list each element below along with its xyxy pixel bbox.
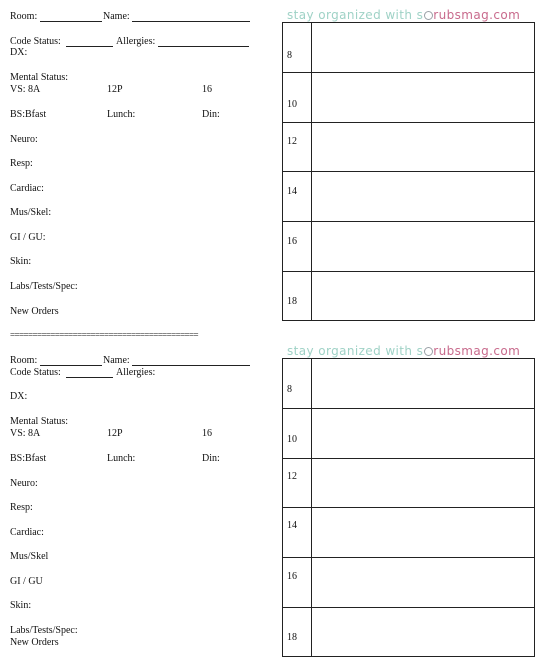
code-status-field[interactable]	[66, 377, 113, 378]
vs-16-label: 16	[202, 84, 212, 95]
code-status-label: Code Status:	[10, 367, 61, 378]
hour-label: 8	[287, 384, 292, 395]
hour-label: 16	[287, 571, 297, 582]
code-status-field[interactable]	[66, 46, 113, 47]
hour-label: 16	[287, 236, 297, 247]
hour-label: 12	[287, 471, 297, 482]
circle-logo-icon	[424, 11, 433, 20]
hour-label: 10	[287, 434, 297, 445]
grid-row-line	[283, 221, 534, 222]
brand-text	[287, 345, 520, 358]
hour-label: 14	[287, 520, 297, 531]
brand-text-green: stay organized with s	[287, 344, 424, 358]
name-label: Name:	[103, 11, 130, 22]
hour-label: 12	[287, 136, 297, 147]
hour-label: 10	[287, 99, 297, 110]
dx-label: DX:	[10, 391, 28, 402]
neuro-label: Neuro:	[10, 478, 38, 489]
din-label: Din:	[202, 109, 220, 120]
section-separator: ==========================================	[10, 330, 198, 340]
grid-row-line	[283, 72, 534, 73]
lunch-label: Lunch:	[107, 109, 136, 120]
grid-row-line	[283, 458, 534, 459]
vs-16-label: 16	[202, 428, 212, 439]
hourly-grid	[282, 22, 535, 321]
din-label: Din:	[202, 453, 220, 464]
brand-text-pink: rubsmag.com	[433, 344, 521, 358]
room-field[interactable]	[40, 21, 102, 22]
lunch-label: Lunch:	[107, 453, 136, 464]
room-field[interactable]	[40, 365, 102, 366]
vs-12p-label: 12P	[107, 428, 123, 439]
grid-row-line	[283, 408, 534, 409]
musskel-label: Mus/Skel	[10, 551, 49, 562]
name-field[interactable]	[132, 21, 250, 22]
vs-label: VS: 8A	[10, 428, 41, 439]
room-label: Room:	[10, 11, 38, 22]
resp-label: Resp:	[10, 502, 33, 513]
gigu-label: GI / GU	[10, 576, 43, 587]
neuro-label: Neuro:	[10, 134, 38, 145]
room-label: Room:	[10, 355, 38, 366]
musskel-label: Mus/Skel:	[10, 207, 52, 218]
bs-label: BS:Bfast	[10, 109, 47, 120]
new-orders-label: New Orders	[10, 637, 59, 648]
labs-label: Labs/Tests/Spec:	[10, 281, 78, 292]
labs-label: Labs/Tests/Spec:	[10, 625, 78, 636]
hour-label: 8	[287, 50, 292, 61]
allergies-label: Allergies:	[116, 367, 156, 378]
cardiac-label: Cardiac:	[10, 183, 44, 194]
allergies-label: Allergies:	[116, 36, 156, 47]
name-field[interactable]	[132, 365, 250, 366]
vs-label: VS: 8A	[10, 84, 41, 95]
grid-row-line	[283, 507, 534, 508]
mental-status-label: Mental Status:	[10, 416, 69, 427]
brand-text-green: stay organized with s	[287, 8, 424, 22]
skin-label: Skin:	[10, 256, 32, 267]
allergies-field[interactable]	[158, 46, 249, 47]
grid-row-line	[283, 271, 534, 272]
code-status-label: Code Status:	[10, 36, 61, 47]
grid-row-line	[283, 607, 534, 608]
resp-label: Resp:	[10, 158, 33, 169]
new-orders-label: New Orders	[10, 306, 59, 317]
circle-logo-icon	[424, 347, 433, 356]
grid-row-line	[283, 557, 534, 558]
hour-label: 18	[287, 632, 297, 643]
grid-row-line	[283, 171, 534, 172]
name-label: Name:	[103, 355, 130, 366]
brand-text	[287, 9, 520, 22]
brand-text-pink: rubsmag.com	[433, 8, 521, 22]
dx-label: DX:	[10, 47, 28, 58]
gigu-label: GI / GU:	[10, 232, 46, 243]
hour-label: 14	[287, 186, 297, 197]
mental-status-label: Mental Status:	[10, 72, 69, 83]
grid-row-line	[283, 122, 534, 123]
skin-label: Skin:	[10, 600, 32, 611]
vs-12p-label: 12P	[107, 84, 123, 95]
cardiac-label: Cardiac:	[10, 527, 44, 538]
hourly-grid	[282, 358, 535, 657]
hour-label: 18	[287, 296, 297, 307]
bs-label: BS:Bfast	[10, 453, 47, 464]
